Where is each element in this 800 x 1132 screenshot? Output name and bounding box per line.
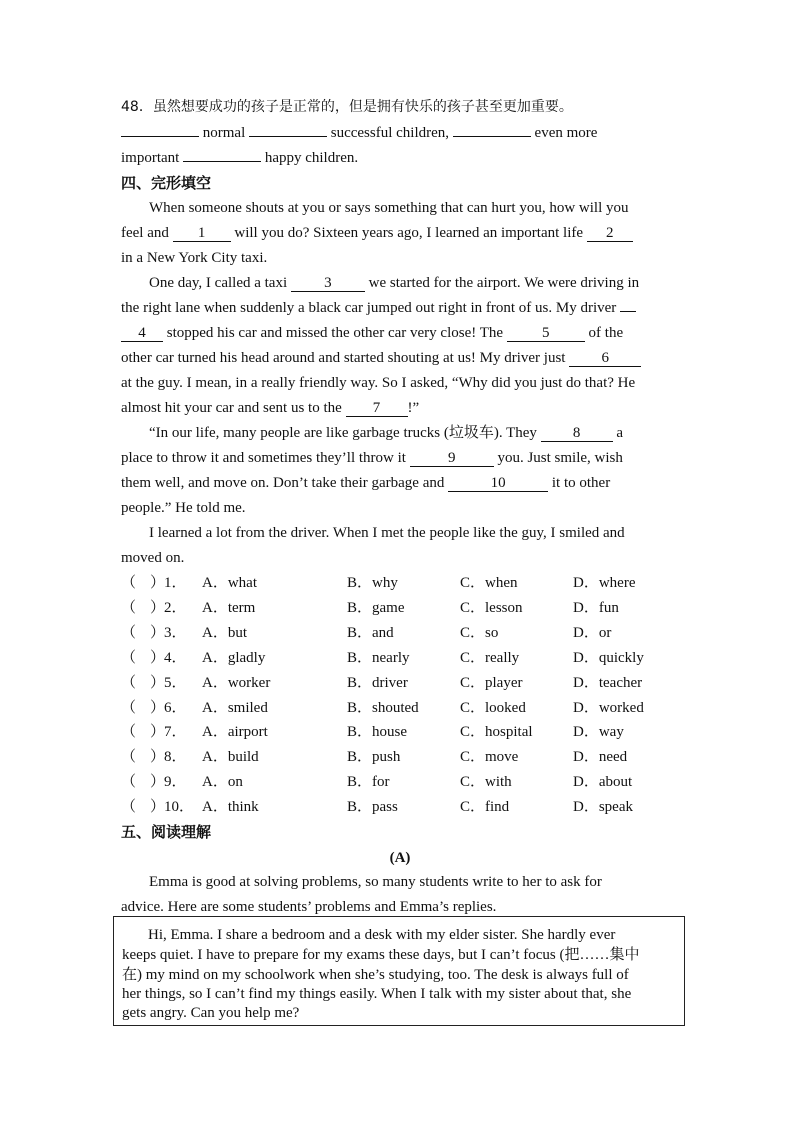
cloze-blank-7[interactable]: 7 bbox=[346, 400, 408, 417]
option-c[interactable]: C．hospital bbox=[460, 724, 533, 741]
q48-blank-3[interactable] bbox=[453, 136, 531, 137]
q48-prompt: 48．虽然想要成功的孩子是正常的，但是拥有快乐的孩子甚至更加重要。 bbox=[121, 99, 573, 115]
option-a[interactable]: A．airport bbox=[202, 724, 268, 741]
option-c[interactable]: C．find bbox=[460, 799, 510, 816]
option-d[interactable]: D．or bbox=[573, 624, 612, 641]
passage-line: I learned a lot from the driver. When I met the people like the guy, I smiled and bbox=[149, 525, 625, 541]
option-c[interactable]: C．so bbox=[460, 624, 499, 641]
question-number: 8． bbox=[164, 749, 187, 766]
option-c[interactable]: C．really bbox=[460, 649, 520, 666]
option-b[interactable]: B．shouted bbox=[347, 699, 419, 716]
passage-line: at the guy. I mean, in a really friendly way. So I asked, “Why did you just do that? He bbox=[121, 375, 636, 391]
passage-line: feel and 1 will you do? Sixteen years ago, I learned an important life 2 bbox=[121, 223, 633, 243]
cloze-blank-3[interactable]: 3 bbox=[291, 275, 365, 292]
answer-paren[interactable]: （ ） bbox=[121, 724, 166, 741]
question-number: 9． bbox=[164, 774, 187, 791]
option-b[interactable]: B．nearly bbox=[347, 649, 410, 666]
option-b[interactable]: B．and bbox=[347, 624, 394, 641]
passage-line: 4 stopped his car and missed the other car very close! The 5 of the bbox=[121, 323, 623, 343]
cloze-blank-4-start[interactable] bbox=[620, 311, 636, 312]
option-b[interactable]: B．why bbox=[347, 575, 398, 591]
question-number: 1． bbox=[164, 575, 187, 591]
option-d[interactable]: D．fun bbox=[573, 599, 619, 616]
answer-paren[interactable]: （ ） bbox=[121, 624, 166, 641]
passage-line: almost hit your car and sent us to the 7 !” bbox=[121, 400, 420, 416]
option-b[interactable]: B．pass bbox=[347, 799, 398, 816]
letter-line: gets angry. Can you help me? bbox=[122, 1005, 300, 1021]
option-d[interactable]: D．need bbox=[573, 749, 628, 766]
option-a[interactable]: A．but bbox=[202, 624, 248, 641]
intro-line: Emma is good at solving problems, so many students write to her to ask for bbox=[149, 874, 602, 890]
passage-line: in a New York City taxi. bbox=[121, 250, 268, 266]
passage-line: One day, I called a taxi 3 we started for the airport. We were driving in bbox=[149, 275, 640, 291]
option-a[interactable]: A．what bbox=[202, 575, 258, 591]
answer-paren[interactable]: （ ） bbox=[121, 674, 166, 691]
option-d[interactable]: D．worked bbox=[573, 699, 644, 716]
passage-line: When someone shouts at you or says something that can hurt you, how will you bbox=[149, 200, 629, 216]
intro-line: advice. Here are some students’ problems and Emma’s replies. bbox=[121, 899, 497, 915]
option-a[interactable]: A．on bbox=[202, 774, 243, 791]
option-b[interactable]: B．house bbox=[347, 724, 408, 741]
option-c[interactable]: C．player bbox=[460, 674, 523, 691]
option-b[interactable]: B．game bbox=[347, 599, 405, 616]
option-b[interactable]: B．for bbox=[347, 774, 390, 791]
option-d[interactable]: D．where bbox=[573, 575, 636, 591]
answer-paren[interactable]: （ ） bbox=[121, 575, 166, 591]
option-d[interactable]: D．speak bbox=[573, 799, 633, 816]
q48-blank-1[interactable] bbox=[121, 136, 199, 137]
passage-line: people.” He told me. bbox=[121, 500, 246, 516]
option-d[interactable]: D．way bbox=[573, 724, 624, 741]
answer-paren[interactable]: （ ） bbox=[121, 599, 166, 616]
option-d[interactable]: D．teacher bbox=[573, 674, 643, 691]
cloze-blank-8[interactable]: 8 bbox=[541, 425, 613, 442]
q48-blank-4[interactable] bbox=[183, 161, 261, 162]
letter-line: keeps quiet. I have to prepare for my exams these days, but I can’t focus (把……集中 bbox=[122, 947, 640, 963]
option-a[interactable]: A．build bbox=[202, 749, 259, 766]
passage-line: them well, and move on. Don’t take their garbage and 10 it to other bbox=[121, 475, 611, 491]
letter-line: 在) my mind on my schoolwork when she’s studying, too. The desk is always full of bbox=[122, 967, 629, 983]
question-number: 2． bbox=[164, 599, 187, 616]
answer-paren[interactable]: （ ） bbox=[121, 649, 166, 666]
letter-box bbox=[113, 916, 685, 1026]
q48-blank-2[interactable] bbox=[249, 136, 327, 137]
question-number: 4． bbox=[164, 649, 187, 666]
passage-line: “In our life, many people are like garbage trucks (垃圾车). They 8 a bbox=[149, 425, 624, 441]
option-a[interactable]: A．gladly bbox=[202, 649, 266, 666]
option-b[interactable]: B．driver bbox=[347, 674, 408, 691]
cloze-blank-2[interactable]: 2 bbox=[587, 225, 633, 242]
option-c[interactable]: C．move bbox=[460, 749, 519, 766]
option-c[interactable]: C．lesson bbox=[460, 599, 523, 616]
answer-paren[interactable]: （ ） bbox=[121, 699, 166, 716]
passage-line: moved on. bbox=[121, 550, 185, 566]
question-number: 3． bbox=[164, 624, 187, 641]
option-a[interactable]: A．think bbox=[202, 799, 259, 816]
section5-title: 五、阅读理解 bbox=[121, 823, 212, 841]
cloze-blank-4[interactable]: 4 bbox=[121, 325, 163, 342]
q48-line3: important happy children. bbox=[121, 150, 359, 166]
cloze-blank-1[interactable]: 1 bbox=[173, 225, 231, 242]
q48-line2: normal successful children, even more bbox=[121, 123, 597, 143]
option-c[interactable]: C．when bbox=[460, 575, 518, 591]
cloze-blank-9[interactable]: 9 bbox=[410, 450, 494, 467]
option-c[interactable]: C．with bbox=[460, 774, 512, 791]
question-number: 6． bbox=[164, 699, 187, 716]
option-d[interactable]: D．about bbox=[573, 774, 633, 791]
option-a[interactable]: A．smiled bbox=[202, 699, 268, 716]
cloze-blank-10[interactable]: 10 bbox=[448, 475, 548, 492]
cloze-blank-5[interactable]: 5 bbox=[507, 325, 585, 342]
question-number: 5． bbox=[164, 674, 187, 691]
section4-title: 四、完形填空 bbox=[121, 174, 212, 192]
answer-paren[interactable]: （ ） bbox=[121, 774, 166, 791]
answer-paren[interactable]: （ ） bbox=[121, 799, 166, 816]
option-b[interactable]: B．push bbox=[347, 749, 401, 766]
cloze-blank-6[interactable]: 6 bbox=[569, 350, 641, 367]
option-d[interactable]: D．quickly bbox=[573, 649, 644, 666]
answer-paren[interactable]: （ ） bbox=[121, 749, 166, 766]
part-a-heading: (A) bbox=[389, 850, 411, 866]
option-c[interactable]: C．looked bbox=[460, 699, 526, 716]
letter-line: her things, so I can’t find my things easily. When I talk with my sister about that, she bbox=[122, 986, 632, 1002]
question-number: 7． bbox=[164, 724, 187, 741]
option-a[interactable]: A．worker bbox=[202, 674, 271, 691]
passage-line: the right lane when suddenly a black car jumped out right in front of us. My driver bbox=[121, 298, 636, 318]
passage-line: other car turned his head around and started shouting at us! My driver just 6 bbox=[121, 348, 641, 368]
option-a[interactable]: A．term bbox=[202, 599, 256, 616]
question-number: 10． bbox=[164, 799, 195, 816]
passage-line: place to throw it and sometimes they’ll throw it 9 you. Just smile, wish bbox=[121, 450, 623, 466]
letter-line: Hi, Emma. I share a bedroom and a desk with my elder sister. She hardly ever bbox=[148, 927, 616, 943]
